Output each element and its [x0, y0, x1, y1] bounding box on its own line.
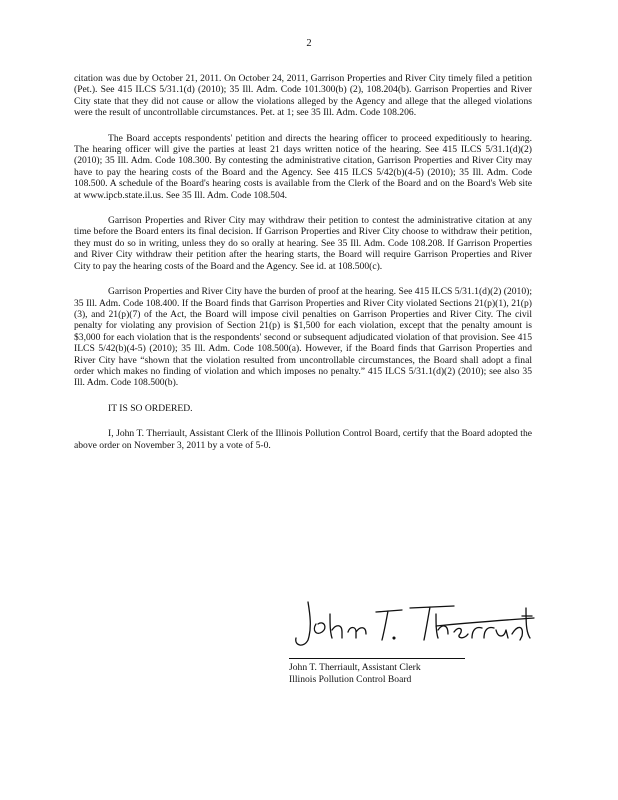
certification-text: I, John T. Therriault, Assistant Clerk of the Illinois Pollution Control Board, certify that the Board adopted the above order on November 3, 2011 by a vote of 5-0. [74, 428, 532, 451]
paragraph-3 [74, 215, 532, 272]
paragraph-4 [74, 286, 532, 389]
document-body [74, 73, 532, 465]
paragraph-2-text: The Board accepts respondents' petition and directs the hearing officer to proceed expeditiously to hearing. The hearing officer will give the parties at least 21 days written notice of the hearing. See 415 ILCS 5/31.1(d)(2) (2010); 35 Ill. Adm. Code 108.300. By contesting the administrative citation, Garrison Properties and River City may have to pay the hearing costs of the Board and the Agency. See 415 ILCS 5/42(b)(4-5) (2010); 35 Ill. Adm. Code 108.500. A schedule of the Board's hearing costs is available from the Clerk of the Board and on the Board's Web site at www.ipcb.state.il.us. See 35 Ill. Adm. Code 108.504. [74, 132, 532, 201]
signature-image [286, 594, 536, 652]
so-ordered: IT IS SO ORDERED. [108, 402, 193, 414]
signatory-organization: Illinois Pollution Control Board [289, 674, 412, 685]
signatory-name: John T. Therriault, Assistant Clerk [289, 662, 421, 673]
paragraph-4-text: Garrison Properties and River City have the burden of proof at the hearing. See 415 ILCS 5/31.1(d)(2) (2010); 35 Ill. Adm. Code 108.400. If the Board finds that Garrison Properties and River City violated Sections 21(p)(1), 21(p)(3), and 21(p)(7) of the Act, the Board will impose civil penalties on Garrison Properties and River City. The civil penalty for violating any provision of Section 21(p) is $1,500 for each violation, except that the penalty amount is $3,000 for each violation that is the respondents' second or subsequent adjudicated violation of that provision. See 415 ILCS 5/42(b)(4-5) (2010); 35 Ill. Adm. Code 108.500(a). However, if the Board finds that Garrison Properties and River City have “shown that the violation resulted from uncontrollable circumstances, the Board shall adopt a final order which makes no finding of violation and which imposes no penalty.” 415 ILCS 5/31.1(d)(2) (2010); see also 35 Ill. Adm. Code 108.500(b). [74, 286, 532, 389]
certification [74, 428, 532, 451]
paragraph-3-text: Garrison Properties and River City may withdraw their petition to contest the administrative citation at any time before the Board enters its final decision. If Garrison Properties and River City choose to withdraw their petition, they must do so in writing, unless they do so orally at hearing. See 35 Ill. Adm. Code 108.208. If Garrison Properties and River City withdraw their petition after the hearing starts, the Board will require Garrison Properties and River City to pay the hearing costs of the Board and the Agency. See id. at 108.500(c). [74, 215, 532, 272]
page-number: 2 [306, 38, 312, 49]
paragraph-2 [74, 133, 532, 201]
signature-line [289, 658, 465, 659]
paragraph-1: citation was due by October 21, 2011. On October 24, 2011, Garrison Properties and River City timely filed a petition (Pet.). See 415 ILCS 5/31.1(d) (2010); 35 Ill. Adm. Code 101.300(b) (2), 108.204(b). Garrison Properties and River City state that they did not cause or allow the violations alleged by the Agency and allege that the alleged violations were the result of uncontrollable circumstances. Pet. at 1; see 35 Ill. Adm. Code 108.206. [74, 73, 532, 119]
handwritten-signature [286, 594, 546, 654]
